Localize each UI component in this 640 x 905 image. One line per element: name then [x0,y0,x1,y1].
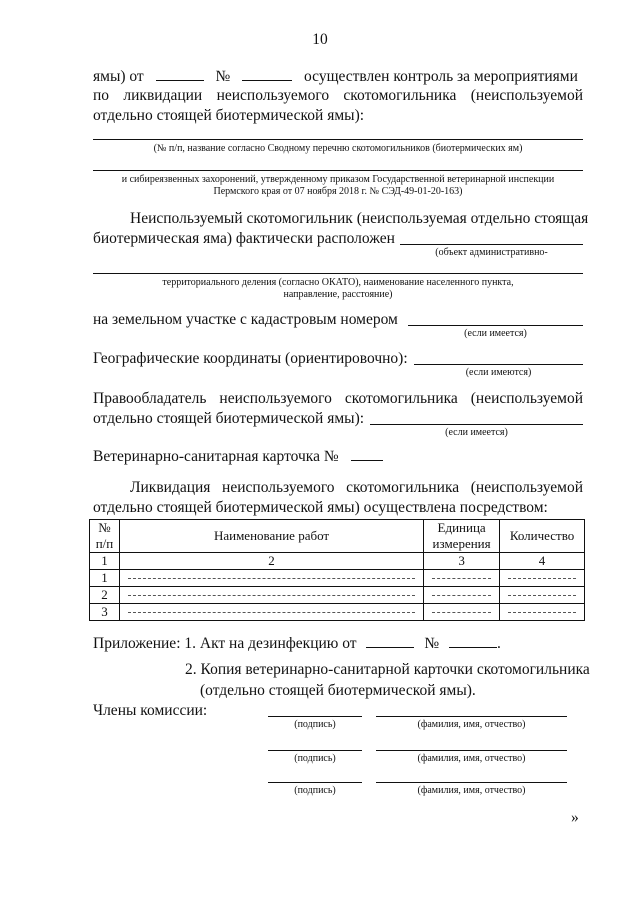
coords-label: Географические координаты (ориентировочно): [93,350,408,367]
cadastral-label: на земельном участке с кадастровым номером [93,311,398,328]
vet-card-line [93,446,383,467]
registry-caption-1: (№ п/п, название согласно Сводному перечню скотомогильников (биотермических ям) [153,143,523,154]
location-blank[interactable] [400,244,583,245]
appendix-line-1: Приложение: 1. Акт на дезинфекцию от № . [93,635,501,652]
commission-label: Члены комиссии: [93,702,208,719]
table-row [90,570,585,587]
intro-text-a: ямы) от [93,68,144,85]
table-cell[interactable] [500,604,585,621]
intro-text-b: осуществлен контроль за мероприятиями [304,68,578,85]
table-header-row [90,520,585,553]
signature-caption: (подпись) [294,785,336,796]
location-caption-1: (объект административно- [435,247,548,258]
table-cell[interactable] [500,570,585,587]
signature-caption: (подпись) [294,753,336,764]
row-number: 2 [90,587,120,604]
fio-line[interactable] [376,716,567,717]
number-blank[interactable] [242,66,292,81]
appendix-item-2-line-1: 2. Копия ветеринарно-санитарной карточки скотомогильника [185,661,590,678]
table-cell[interactable] [119,587,423,604]
table-cell[interactable] [424,570,500,587]
intro-line-2: по ликвидации неиспользуемого скотомогильника (неиспользуемой [93,87,583,104]
liquidation-line-1: Ликвидация неиспользуемого скотомогильника (неиспользуемой [130,479,583,496]
registry-caption-2: и сибиреязвенных захоронений, утвержденному приказом Государственной ветеринарной инспекции [121,174,555,185]
appendix-item-1: 1. Акт на дезинфекцию от [184,635,357,652]
col-number: 4 [500,553,585,570]
liquidation-line-2: отдельно стоящей биотермической ямы) осуществлена посредством: [93,499,548,516]
row-number: 3 [90,604,120,621]
signature-line[interactable] [268,750,362,751]
vet-card-label: Ветеринарно-санитарная карточка № [93,448,339,465]
appendix-item-2-line-2: (отдельно стоящей биотермической ямы). [200,682,476,699]
table-cell[interactable] [424,604,500,621]
col-number: 2 [119,553,423,570]
table-row [90,604,585,621]
owner-line-2: отдельно стоящей биотермической ямы): [93,410,365,427]
location-line-2: биотермическая яма) фактически расположен [93,230,395,247]
intro-number-sign: № [215,68,231,85]
disinfection-number-blank[interactable] [449,633,497,648]
signature-line[interactable] [268,716,362,717]
page-number: 10 [312,31,328,48]
table-cell[interactable] [424,587,500,604]
registry-caption-3: Пермского края от 07 ноября 2018 г. № СЭД-49-01-20-163) [213,186,463,197]
table-col-numbers-row [90,553,585,570]
coords-caption: (если имеются) [465,367,532,378]
header-unit: Единица измерения [424,520,500,553]
date-blank[interactable] [156,66,204,81]
fio-line[interactable] [376,782,567,783]
header-works: Наименование работ [119,520,423,553]
owner-blank[interactable] [370,424,583,425]
owner-line-1: Правообладатель неиспользуемого скотомогильника (неиспользуемой [93,390,583,407]
table-cell[interactable] [119,570,423,587]
coords-blank[interactable] [414,364,583,365]
cadastral-caption: (если имеется) [464,328,527,339]
disinfection-date-blank[interactable] [366,633,414,648]
closing-quote: » [571,809,579,826]
registry-line-1[interactable] [93,139,583,140]
signature-line[interactable] [268,782,362,783]
fio-caption: (фамилия, имя, отчество) [417,753,526,764]
location-caption-2: территориального деления (согласно ОКАТО), наименование населенного пункта, [162,277,514,288]
registry-line-2[interactable] [93,170,583,171]
col-number: 1 [90,553,120,570]
signature-caption: (подпись) [294,719,336,730]
cadastral-blank[interactable] [408,325,583,326]
table-cell[interactable] [500,587,585,604]
location-caption-3: направление, расстояние) [283,289,393,300]
works-table [89,519,585,621]
location-line-1: Неиспользуемый скотомогильник (неиспользуемая отдельно стоящая [130,210,589,227]
table-row [90,587,585,604]
header-qty: Количество [500,520,585,553]
fio-line[interactable] [376,750,567,751]
appendix-number-sign: № [424,635,440,652]
fio-caption: (фамилия, имя, отчество) [417,719,526,730]
owner-caption: (если имеется) [445,427,508,438]
table-cell[interactable] [119,604,423,621]
row-number: 1 [90,570,120,587]
intro-line-3: отдельно стоящей биотермической ямы): [93,107,365,124]
fio-caption: (фамилия, имя, отчество) [417,785,526,796]
vet-card-blank[interactable] [351,446,383,461]
location-line-blank[interactable] [93,273,583,274]
header-num: № п/п [90,520,120,553]
intro-line-1 [93,66,583,87]
appendix-label: Приложение: [93,635,181,652]
col-number: 3 [424,553,500,570]
